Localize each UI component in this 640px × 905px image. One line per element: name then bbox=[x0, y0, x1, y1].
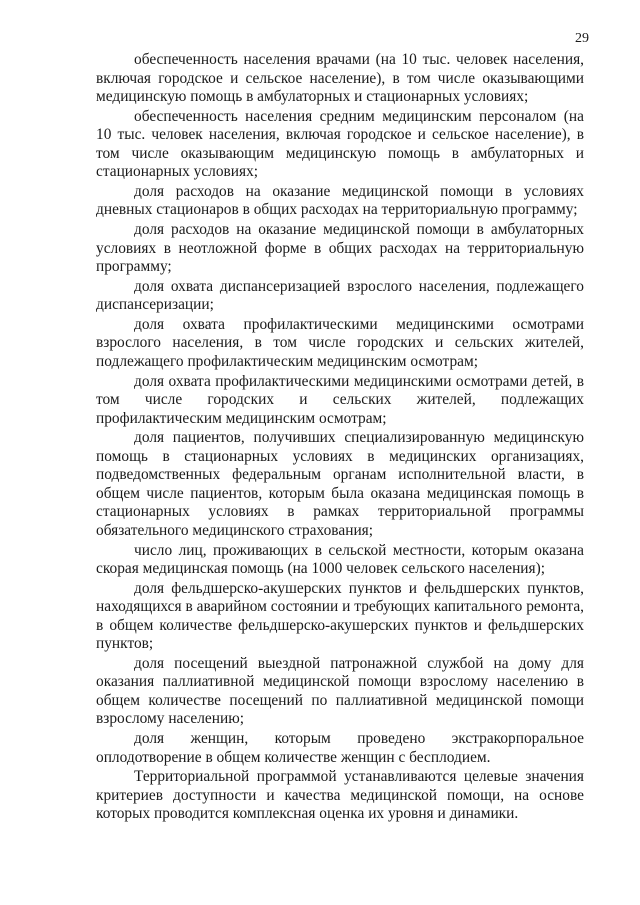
paragraph: доля фельдшерско-акушерских пунктов и фельдшерских пунктов, находящихся в аварийном состоянии и требующих капитального ремонта, в общем количестве фельдшерско-акушерских пунктов и фельдшерских пунктов; bbox=[96, 579, 584, 653]
paragraph: доля расходов на оказание медицинской помощи в амбулаторных условиях в неотложной форме в общих расходах на территориальную программу; bbox=[96, 221, 584, 276]
paragraph: доля расходов на оказание медицинской помощи в условиях дневных стационаров в общих расходах на территориальную программу; bbox=[96, 182, 584, 219]
paragraph: Территориальной программой устанавливаются целевые значения критериев доступности и качества медицинской помощи, на основе которых проводится комплексная оценка их уровня и динамики. bbox=[96, 768, 584, 823]
paragraph: доля охвата диспансеризацией взрослого населения, подлежащего диспансеризации; bbox=[96, 277, 584, 314]
paragraph: обеспеченность населения средним медицинским персоналом (на 10 тыс. человек населения, включая городское и сельское население), в том числе оказывающим медицинскую помощь в амбулаторных и стационарных условиях; bbox=[96, 107, 584, 181]
paragraph: доля охвата профилактическими медицинскими осмотрами детей, в том числе городских и сельских жителей, подлежащих профилактическим медицинским осмотрам; bbox=[96, 372, 584, 427]
document-body bbox=[96, 51, 584, 825]
page-number: 29 bbox=[575, 31, 589, 46]
paragraph: доля охвата профилактическими медицинскими осмотрами взрослого населения, в том числе городских и сельских жителей, подлежащего профилактическим медицинским осмотрам; bbox=[96, 315, 584, 370]
paragraph: доля посещений выездной патронажной службой на дому для оказания паллиативной медицинской помощи взрослому населению в общем количестве посещений по паллиативной медицинской помощи взрослому населению; bbox=[96, 654, 584, 728]
paragraph: доля пациентов, получивших специализированную медицинскую помощь в стационарных условиях в медицинских организациях, подведомственных федеральным органам исполнительной власти, в общем числе пациентов, которым была оказана медицинская помощь в стационарных условиях в рамках территориальной программы обязательного медицинского страхования; bbox=[96, 429, 584, 539]
paragraph: доля женщин, которым проведено экстракорпоральное оплодотворение в общем количестве женщин с бесплодием. bbox=[96, 730, 584, 766]
paragraph: число лиц, проживающих в сельской местности, которым оказана скорая медицинская помощь (на 1000 человек сельского населения); bbox=[96, 541, 584, 577]
paragraph: обеспеченность населения врачами (на 10 тыс. человек населения, включая городское и сельское население), в том числе оказывающими медицинскую помощь в амбулаторных и стационарных условиях; bbox=[96, 51, 584, 105]
